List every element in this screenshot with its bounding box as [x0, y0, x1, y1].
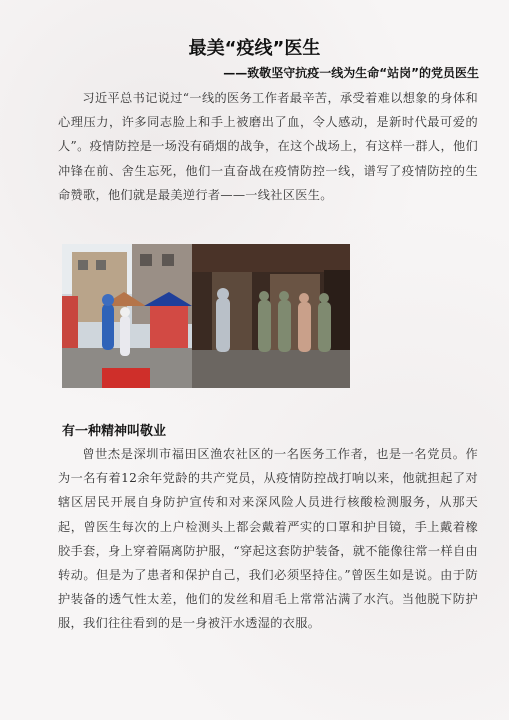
- street-scene-illustration: [62, 244, 192, 388]
- section-heading: 有一种精神叫敬业: [62, 424, 167, 439]
- photo-medical-staff-group: [192, 244, 350, 388]
- section-paragraph: 曾世杰是深圳市福田区渔农社区的一名医务工作者，也是一名党员。作为一名有着12余年党龄的共产党员，从疫情防控战打响以来，他就担起了对辖区居民开展自身防护宣传和对来深风险人员进行核酸检测服务，从那天起，曾医生每次的上户检测头上都会戴着严实的口罩和护目镜，手上戴着橡胶手套，身上穿着隔离防护服，“穿起这套防护装备，就不能像往常一样自由转动。但是为了患者和保护自己，我们必须坚持住。”曾医生如是说。由于防护装备的透气性太差，他们的发丝和眉毛上常常沾满了水汽。当他脱下防护服，我们往往看到的是一身被汗水透湿的衣服。: [58, 447, 478, 631]
- article-title: 最美“疫线”医生: [188, 38, 321, 59]
- intro-paragraph: 习近平总书记说过“一线的医务工作者最辛苦，承受着难以想象的身体和心理压力，许多同志脸上和手上被磨出了血，令人感动，是新时代最可爱的人”。疫情防控是一场没有硝烟的战争，在这个战场上，有这样一群人，他们冲锋在前、舍生忘死，他们一直奋战在疫情防控一线，谱写了疫情防控的生命赞歌，他们就是最美逆行者——一线社区医生。: [58, 91, 478, 202]
- staff-group-illustration: [192, 244, 350, 388]
- photo-row: [62, 244, 350, 388]
- photo-street-testing-site: [62, 244, 192, 388]
- article-subtitle: ——致敬坚守抗疫一线为生命“站岗”的党员医生: [223, 66, 479, 80]
